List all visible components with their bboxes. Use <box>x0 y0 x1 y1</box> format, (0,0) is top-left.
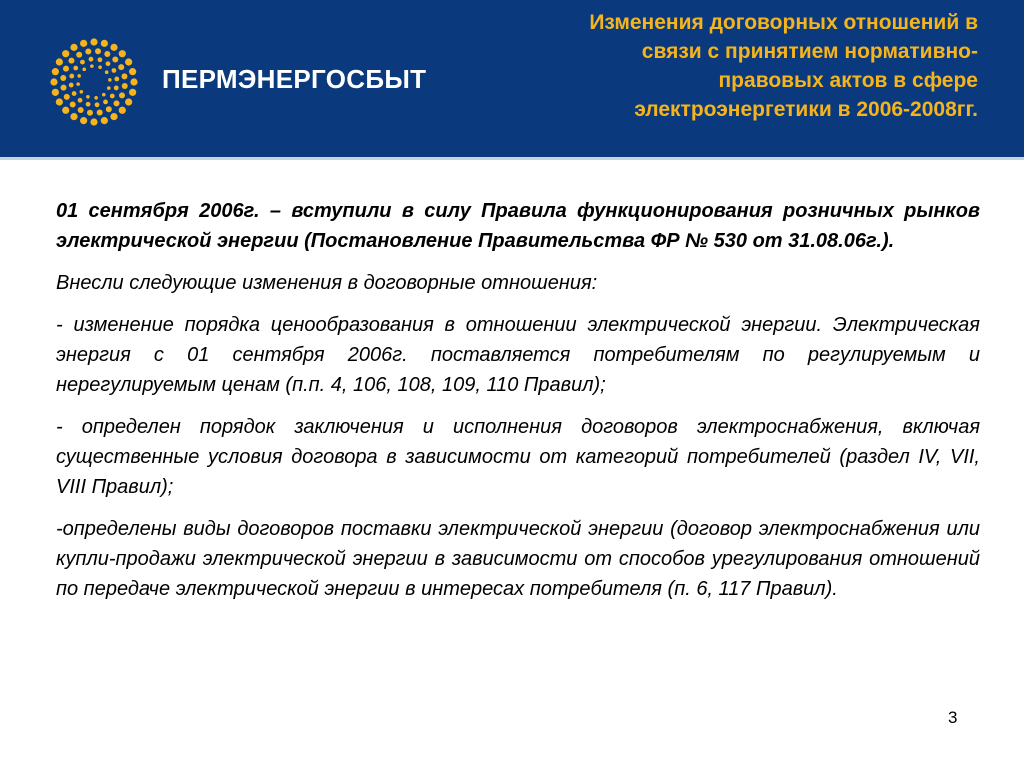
title-line: правовых актов в сфере <box>718 69 978 92</box>
logo-dot <box>110 113 117 120</box>
logo-dot <box>56 58 63 65</box>
logo-dot <box>122 83 128 89</box>
sunburst-dots-icon <box>50 38 138 126</box>
logo-dot <box>118 64 124 70</box>
logo-dot <box>68 58 74 64</box>
list-item: -определены виды договоров поставки электрической энергии (договор электроснабжения или купли-продажи электрической энергии в зависимости от способов урегулирования отношений по передаче электрической энергии в интересах потребителя (п. 6, 117 Правил). <box>56 518 980 600</box>
title-line: Изменения договорных отношений в <box>589 11 978 34</box>
logo-dot <box>56 98 63 105</box>
logo-dot <box>112 56 118 62</box>
title-line: электроэнергетики в 2006-2008гг. <box>634 98 978 121</box>
logo-dot <box>86 95 90 99</box>
slide-title <box>498 8 978 124</box>
logo-dot <box>129 68 136 75</box>
logo-dot <box>89 57 94 62</box>
logo-dot <box>73 66 78 71</box>
logo-dot <box>60 75 66 81</box>
list-item: - изменение порядка ценообразования в отношении электрической энергии. Электрическая энергия с 01 сентября 2006г. поставляется потребителям по регулируемым и нерегулируемым ценам (п.п. 4, 106, 108, 109, 110 Правил); <box>56 314 980 396</box>
logo-dot <box>90 64 94 68</box>
logo-dot <box>52 89 59 96</box>
logo-dot <box>111 68 116 73</box>
logo-dot <box>69 74 74 79</box>
logo-dot <box>63 66 69 72</box>
logo-dot <box>72 91 77 96</box>
logo-dot <box>78 107 84 113</box>
logo-dot <box>103 99 108 104</box>
logo-dot <box>80 60 85 65</box>
logo-dot <box>110 44 117 51</box>
logo-dot <box>85 49 91 55</box>
logo-dot <box>78 98 83 103</box>
logo-dot <box>70 102 76 108</box>
logo-dot <box>101 40 108 47</box>
logo-dot <box>129 89 136 96</box>
logo-dot <box>61 85 67 91</box>
logo-dot <box>62 50 69 57</box>
logo-dot <box>119 107 126 114</box>
logo-dot <box>86 102 91 107</box>
logo-dot <box>70 44 77 51</box>
logo-dot <box>94 96 98 100</box>
logo-dot <box>87 110 93 116</box>
logo-dot <box>98 65 102 69</box>
logo-dot <box>95 48 101 54</box>
logo-dot <box>52 68 59 75</box>
slide-body <box>56 196 980 616</box>
lead-paragraph: 01 сентября 2006г. – вступили в силу Правила функционирования розничных рынков электрической энергии (Постановление Правительства ФР № 530 от 31.08.06г.). <box>56 200 980 252</box>
logo-dot <box>101 117 108 124</box>
logo-dot <box>105 70 109 74</box>
logo-dot <box>50 78 57 85</box>
logo-dot <box>108 78 112 82</box>
logo-dot <box>107 86 111 90</box>
logo-dot <box>82 68 86 72</box>
logo-dot <box>76 52 82 58</box>
logo-dot <box>130 78 137 85</box>
logo-dot <box>106 106 112 112</box>
header-divider <box>0 157 1024 160</box>
logo-dot <box>106 61 111 66</box>
intro-paragraph: Внесли следующие изменения в договорные отношения: <box>56 272 598 294</box>
logo-dot <box>90 118 97 125</box>
logo-dot <box>70 113 77 120</box>
logo-dot <box>98 57 103 62</box>
slide-number: 3 <box>948 708 958 727</box>
slide-header <box>0 0 1024 157</box>
logo-dot <box>80 90 84 94</box>
logo-dot <box>114 100 120 106</box>
title-line: связи с принятием нормативно- <box>641 40 978 63</box>
company-name: ПЕРМЭНЕРГОСБЫТ <box>162 64 427 94</box>
logo-dot <box>97 109 103 115</box>
logo-dot <box>77 74 81 78</box>
logo-dot <box>64 94 70 100</box>
logo-dot <box>95 102 100 107</box>
logo-dot <box>62 107 69 114</box>
logo-dot <box>76 82 80 86</box>
logo-dot <box>110 94 115 99</box>
logo-dot <box>102 93 106 97</box>
list-item: - определен порядок заключения и исполнения договоров электроснабжения, включая существенные условия договора в зависимости от категорий потребителей (раздел IV, VII, VIII Правил); <box>56 416 980 498</box>
logo-dot <box>114 86 119 91</box>
logo-dot <box>80 40 87 47</box>
logo-dot <box>121 73 127 79</box>
logo-dot <box>119 92 125 98</box>
logo-dot <box>90 38 97 45</box>
logo-dot <box>80 117 87 124</box>
logo-dot <box>69 83 74 88</box>
logo-dot <box>119 50 126 57</box>
logo-dot <box>114 77 119 82</box>
logo-dot <box>104 51 110 57</box>
logo-dot <box>125 58 132 65</box>
logo-dot <box>125 98 132 105</box>
